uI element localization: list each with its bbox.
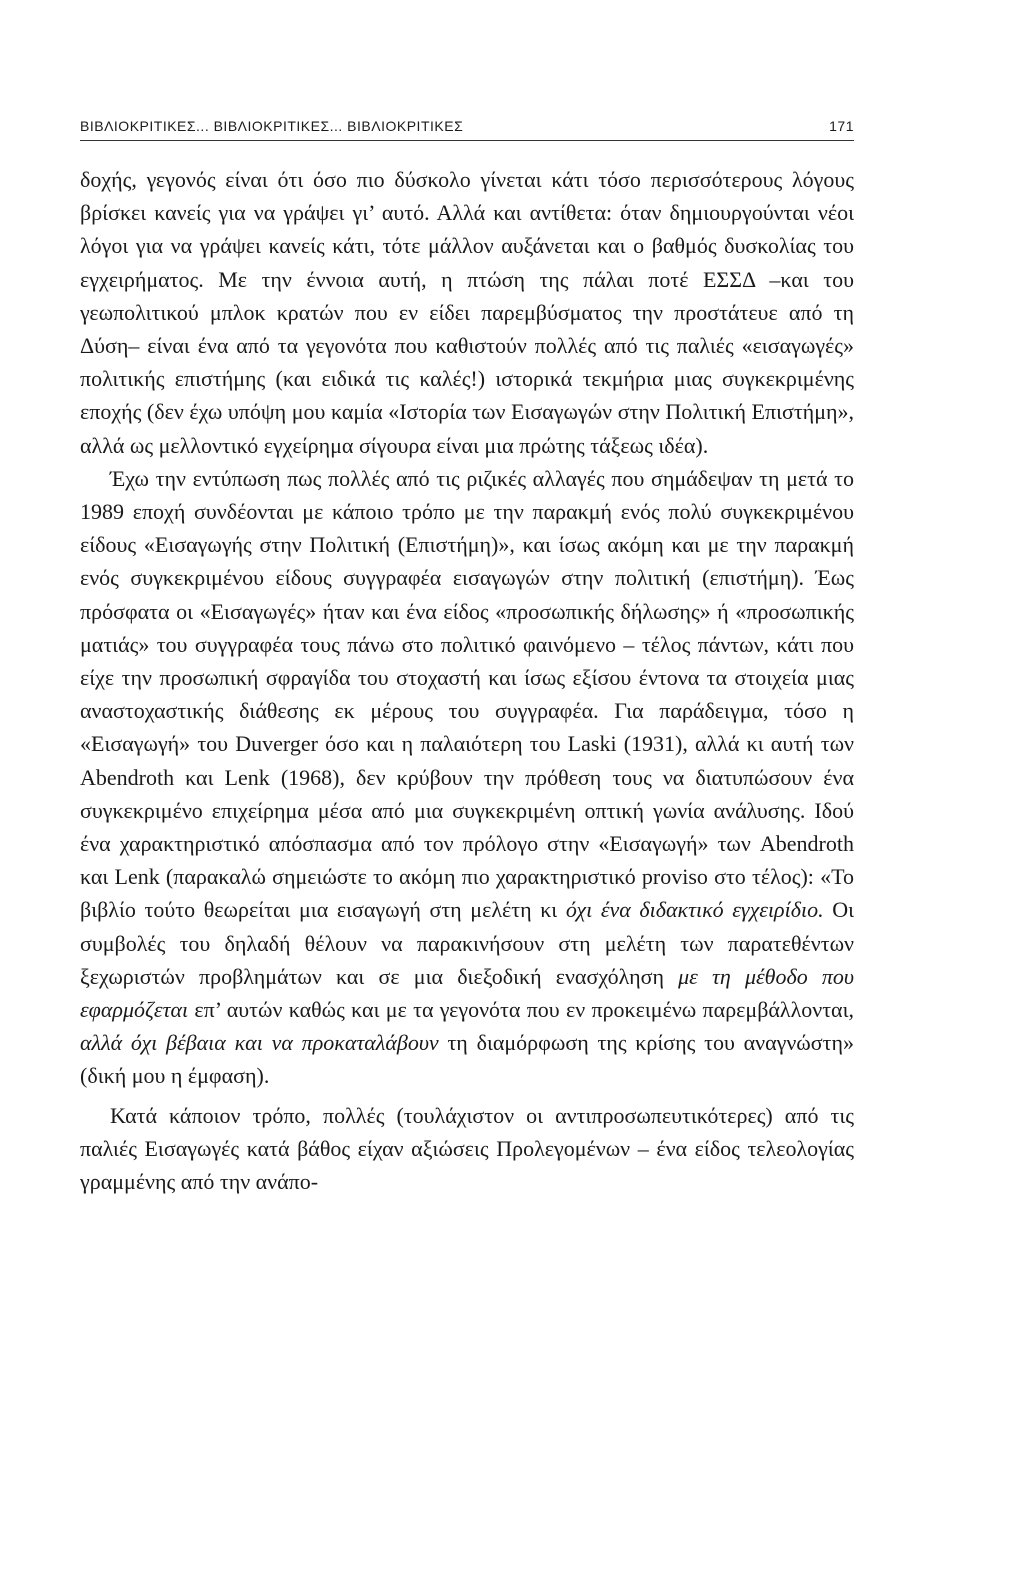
text-run: δοχής, γεγονός είναι ότι όσο πιο δύσκολο γίνεται κάτι τόσο περισσότερους λόγους βρίσκει κανείς για να γράψει γι’ αυτό. Αλλά και αντίθετα: όταν δημιουργούνται νέοι λόγοι για να γράψει κανείς κάτι, τότε μάλλον αυξάνεται και ο βαθμός δυσκολίας του εγχειρήματος. Με την έννοια αυτή, η πτώση της πάλαι ποτέ ΕΣΣΔ –και του γεωπολιτικού μπλοκ κρατών που εν είδει παρεμβύσματος την προστάτευε από τη Δύση– είναι ένα από τα γεγονότα που καθιστούν πολλές από τις παλιές «εισαγωγές» πολιτικής επιστήμης (και ειδικά τις καλές!) ιστορικά τεκμήρια μιας συγκεκριμένης εποχής (δεν έχω υπόψη μου καμία «Ιστορία των Εισαγωγών στην Πολιτική Επιστήμη», αλλά ως μελλοντικό εγχείρημα σίγουρα είναι μια πρώτης τάξεως ιδέα).: [80, 167, 854, 458]
book-page: [80, 118, 854, 1198]
text-run: τη διαμόρφωση της κρίσης του αναγνώστη» (δική μου η έμφαση).: [80, 1030, 854, 1089]
paragraph: [80, 163, 854, 462]
running-head: [80, 118, 854, 141]
emphasis-text: όχι ένα διδακτικό εγχειρίδιο.: [565, 897, 824, 923]
text-run: επ’ αυτών καθώς και με τα γεγονότα που εν προκειμένω παρεμβάλλονται,: [188, 997, 854, 1023]
body-text: [80, 163, 854, 1198]
text-run: Έχω την εντύπωση πως πολλές από τις ριζικές αλλαγές που σημάδεψαν τη μετά το 1989 εποχή συνδέονται με κάποιο τρόπο με την παρακμή ενός πολύ συγκεκριμένου είδους «Εισαγωγής στην Πολιτική (Επιστήμη)», και ίσως ακόμη και με την παρακμή ενός συγκεκριμένου είδους συγγραφέα εισαγωγών στην πολιτική (επιστήμη). Έως πρόσφατα οι «Εισαγωγές» ήταν και ένα είδος «προσωπικής δήλωσης» ή «προσωπικής ματιάς» του συγγραφέα τους πάνω στο πολιτικό φαινόμενο – τέλος πάντων, κάτι που είχε την προσωπική σφραγίδα του στοχαστή και ίσως εξίσου έντονα τα στοιχεία μιας αναστοχαστικής διάθεσης εκ μέρους του συγγραφέα. Για παράδειγμα, τόσο η «Εισαγωγή» του Duverger όσο και η παλαιότερη του Laski (1931), αλλά κι αυτή των Abendroth και Lenk (1968), δεν κρύβουν την πρόθεση τους να διατυπώσουν ένα συγκεκριμένο επιχείρημα μέσα από μια συγκεκριμένη οπτική γωνία ανάλυσης. Ιδού ένα χαρακτηριστικό απόσπασμα από τον πρόλογο στην «Εισαγωγή» των Abendroth και Lenk (παρακαλώ σημειώστε το ακόμη πιο χαρακτηριστικό proviso στο τέλος): «Το βιβλίο τούτο θεωρείται μια εισαγωγή στη μελέτη κι: [80, 465, 854, 923]
emphasis-text: με τη μέθοδο που εφαρμόζεται: [80, 963, 854, 1023]
emphasis-text: αλλά όχι βέβαια και να προκαταλάβουν: [80, 1030, 439, 1056]
paragraph: [80, 1099, 854, 1199]
text-run: Οι συμβολές του δηλαδή θέλουν να παρακινήσουν στη μελέτη των παρατεθέντων ξεχωριστών προβλημάτων και σε μια διεξοδική ενασχόληση: [80, 897, 855, 989]
text-run: Κατά κάποιον τρόπο, πολλές (τουλάχιστον οι αντιπροσωπευτικότερες) από τις παλιές Εισαγωγές κατά βάθος είχαν αξιώσεις Προλεγομένων – ένα είδος τελεολογίας γραμμένης από την ανάπο-: [80, 1102, 854, 1195]
paragraph: [80, 462, 854, 1093]
running-head-title: ΒΙΒΛΙΟΚΡΙΤΙΚΕΣ... ΒΙΒΛΙΟΚΡΙΤΙΚΕΣ... ΒΙΒΛΙΟΚΡΙΤΙΚΕΣ: [80, 118, 464, 134]
page-number: 171: [829, 118, 854, 134]
